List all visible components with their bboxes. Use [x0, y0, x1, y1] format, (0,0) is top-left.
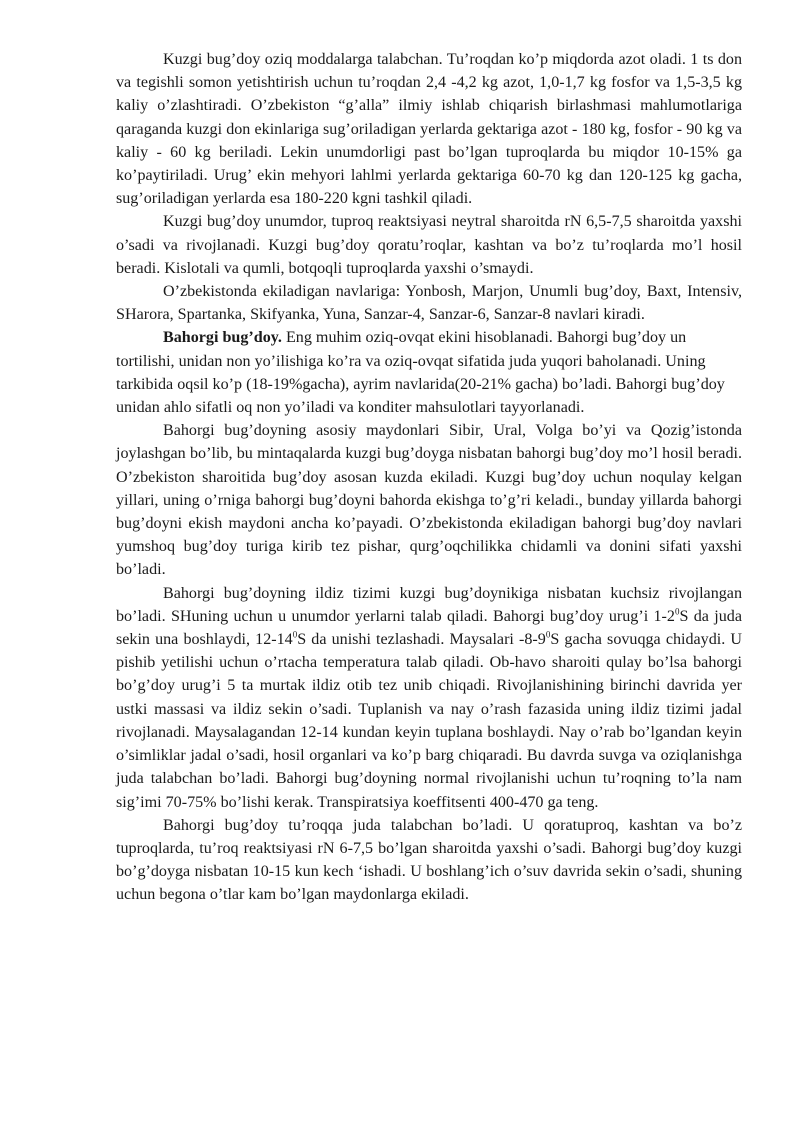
paragraph-spring-wheat-soil: Bahorgi bug’doy tu’roqqa juda talabchan bo’ladi. U qoratuproq, kashtan va bo’z tuproqlarda, tu’roq reaktsiyasi rN 6-7,5 bo’lgan sharoitda yaxshi o’sadi. Bahorgi bug’doy kuzgi bo’g’doyga nisbatan 10-15 kun kech ‘ishadi. U boshlang’ich o’suv davrida sekin o’sadi, shuning uchun begona o’tlar kam bo’lgan maydonlarga ekiladi. [116, 816, 742, 904]
section-heading-spring-wheat: Bahorgi bug’doy. [163, 329, 282, 347]
paragraph-text: S da juda sekin una boshlaydi, 12-14 [116, 607, 742, 649]
paragraph-spring-wheat-intro [116, 326, 742, 419]
degree-superscript: 0 [674, 606, 680, 617]
paragraph-text: S da unishi tezlashadi. Maysalari -8-9 [297, 631, 546, 649]
paragraph-winter-wheat-nutrition: Kuzgi bug’doy oziq moddalarga talabchan. Tu’roqdan ko’p miqdorda azot oladi. 1 ts don va tegishli somon yetishtirish uchun tu’roqdan 2,4 -4,2 kg azot, 1,0-1,7 kg fosfor va 1,5-3,5 kg kaliy o’zlashtiradi. O’zbekiston “g’alla” ilmiy ishlab chiqarish birlashmasi mahlumotlariga qaraganda kuzgi don ekinlariga sug’oriladigan yerlarda gektariga azot - 180 kg, fosfor - 90 kg va kaliy - 60 kg beriladi. Lekin unumdorligi past bo’lgan tuproqlarda bu miqdor 10-15% ga ko’paytiriladi. Urug’ ekin mehyori lahlmi yerlarda gektariga 60-70 kg dan 120-125 kg gacha, sug’oriladigan yerlarda esa 180-220 kgni tashkil qiladi. [116, 51, 742, 208]
paragraph-spring-wheat-regions: Bahorgi bug’doyning asosiy maydonlari Sibir, Ural, Volga bo’yi va Qozig’istonda joylashgan bo’lib, bu mintaqalarda kuzgi bug’doyga nisbatan bahorgi bug’doy mo’l hosil beradi. O’zbekiston sharoitida bug’doy asosan kuzda ekiladi. Kuzgi bug’doy uchun noqulay kelgan yillari, uning o’rniga bahorgi bug’doyni bahorda ekishga to’g’ri keladi., bunday yillarda bahorgi bug’doyni ekish maydoni ancha ko’payadi. O’zbekistonda ekiladigan bahorgi bug’doy navlari yumshoq bug’doy turiga kirib tez pishar, qurg’oqchilikka chidamli va donini sifati yaxshi bo’ladi. [116, 422, 742, 579]
paragraph-winter-wheat-varieties: O’zbekistonda ekiladigan navlariga: Yonbosh, Marjon, Unumli bug’doy, Baxt, Intensiv, SHarora, Spartanka, Skifyanka, Yuna, Sanzar-4, Sanzar-6, Sanzar-8 navlari kiradi. [116, 283, 742, 324]
paragraph-spring-wheat-intro-text: Eng muhim oziq-ovqat ekini hisoblanadi. Bahorgi bug’doy un tortilishi, unidan non yo’ilishiga ko’ra va oziq-ovqat sifatida juda yuqori baholanadi. Uning tarkibida oqsil ko’p (18-19%gacha), ayrim navlarida(20-21% gacha) bo’ladi. Bahorgi bug’doy unidan ahlo sifatli oq non yo’iladi va konditer mahsulotlari tayyorlanadi. [116, 329, 725, 417]
paragraph-text: Bahorgi bug’doyning ildiz tizimi kuzgi bug’doynikiga nisbatan kuchsiz rivojlangan bo’ladi. SHuning uchun u unumdor yerlarni talab qiladi. Bahorgi bug’doy urug’i 1-2 [116, 584, 742, 625]
document-page [116, 48, 742, 907]
degree-superscript: 0 [292, 629, 298, 640]
paragraph-text: S gacha sovuqga chidaydi. U pishib yetilishi uchun o’rtacha temperatura talab qiladi. Ob-havo sharoiti qulay bo’lsa bahorgi bo’g’doy urug’i 5 ta murtak ildiz otib tez unib chiqadi. Rivojlanishining birinchi davrida yer ustki massasi va ildiz sekin o’sadi. Tuplanish va nay o’rash fazasida uning ildiz tizimi jadal rivojlanadi. Maysalagandan 12-14 kundan keyin tuplana boshlaydi. Nay o’rab bo’lgandan keyin o’simliklar jadal o’sadi, hosil organlari va ko’p barg chiqaradi. Bu davrda suvga va oziqlanishga juda talabchan bo’ladi. Bahorgi bug’doyning normal rivojlanishi uchun tu’roqning to’la nam sig’imi 70-75% bo’lishi kerak. Transpiratsiya koeffitsenti 400-470 ga teng. [116, 631, 742, 811]
paragraph-winter-wheat-soil: Kuzgi bug’doy unumdor, tuproq reaktsiyasi neytral sharoitda rN 6,5-7,5 sharoitda yaxshi o’sadi va rivojlanadi. Kuzgi bug’doy qoratu’roqlar, kashtan va bo’z tu’roqlarda mo’l hosil beradi. Kislotali va qumli, botqoqli tuproqlarda yaxshi o’smaydi. [116, 213, 742, 277]
paragraph-spring-wheat-roots [116, 582, 742, 814]
degree-superscript: 0 [545, 629, 551, 640]
